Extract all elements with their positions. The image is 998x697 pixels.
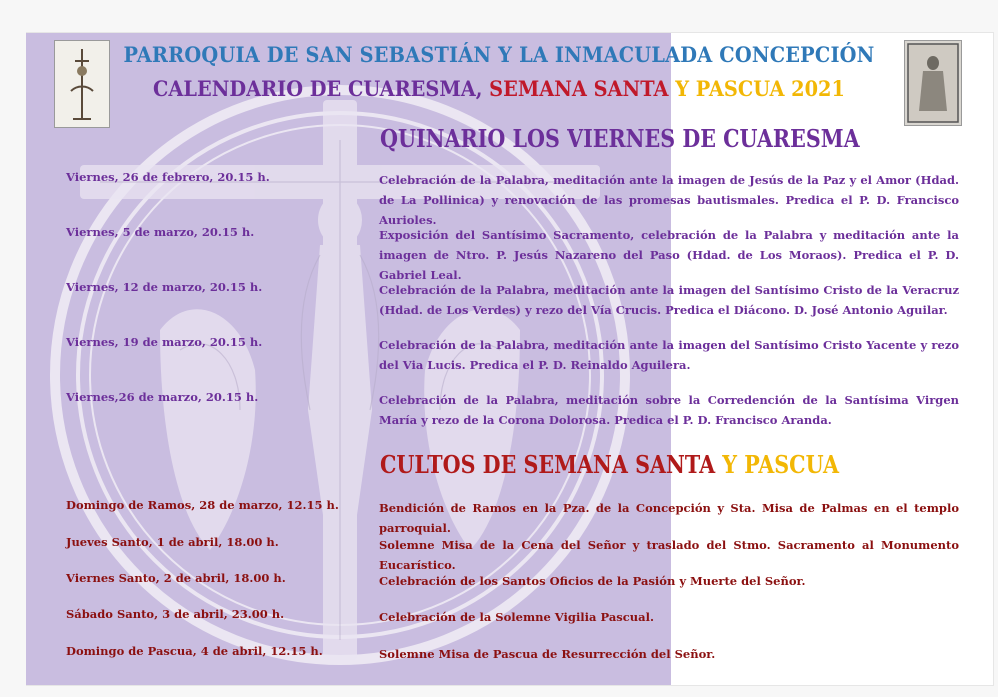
calendar-subtitle (40, 76, 958, 101)
event-description: Exposición del Santísimo Sacramento, celebración de la Palabra y meditación ante la imagen de Ntro. P. Jesús Nazareno del Paso (Hdad. de Los Moraos). Predica el P. D. Gabriel Leal. (379, 228, 959, 282)
event-description: Celebración de la Palabra, meditación ante la imagen del Santísimo Cristo de la Veracruz (Hdad. de Los Verdes) y rezo del Vía Crucis. Predica el Diácono. D. José Antonio Aguilar. (379, 283, 959, 317)
event-date: Viernes, 5 de marzo, 20.15 h. (66, 225, 255, 239)
event-date: Viernes,26 de marzo, 20.15 h. (66, 390, 259, 404)
event-date: Viernes, 26 de febrero, 20.15 h. (66, 170, 270, 184)
subtitle-cuaresma: CALENDARIO DE CUARESMA, (153, 76, 483, 101)
event-date: Jueves Santo, 1 de abril, 18.00 h. (66, 535, 279, 549)
cultos-heading-pascua: Y PASCUA (722, 450, 839, 479)
event-description: Solemne Misa de Pascua de Resurrección del Señor. (379, 647, 716, 661)
event-description: Celebración de la Palabra, meditación ante la imagen de Jesús de la Paz y el Amor (Hdad. de La Pollinica) y renovación de las promesas bautismales. Predica el P. D. Francisco Aurioles. (379, 173, 959, 227)
event-date: Domingo de Pascua, 4 de abril, 12.15 h. (66, 644, 323, 658)
event-date: Domingo de Ramos, 28 de marzo, 12.15 h. (66, 498, 339, 512)
subtitle-semana-santa: SEMANA SANTA (489, 76, 669, 101)
event-description: Bendición de Ramos en la Pza. de la Concepción y Sta. Misa de Palmas en el templo parroquial. (379, 501, 959, 535)
event-date: Viernes Santo, 2 de abril, 18.00 h. (66, 571, 286, 585)
quinario-heading: QUINARIO LOS VIERNES DE CUARESMA (380, 124, 860, 153)
cultos-heading (380, 450, 839, 479)
cultos-heading-semana-santa: CULTOS DE SEMANA SANTA (380, 450, 716, 479)
event-date: Viernes, 19 de marzo, 20.15 h. (66, 335, 263, 349)
event-description: Celebración de la Palabra, meditación sobre la Corredención de la Santísima Virgen María y rezo de la Corona Dolorosa. Predica el P. D. Francisco Aranda. (379, 393, 959, 427)
event-date: Viernes, 12 de marzo, 20.15 h. (66, 280, 263, 294)
subtitle-pascua: Y PASCUA 2021 (675, 76, 845, 101)
parish-title: PARROQUIA DE SAN SEBASTIÁN Y LA INMACULADA CONCEPCIÓN (123, 42, 875, 67)
event-description: Celebración de la Solemne Vigilia Pascual. (379, 610, 654, 624)
event-description: Celebración de la Palabra, meditación ante la imagen del Santísimo Cristo Yacente y rezo del Via Lucis. Predica el P. D. Reinaldo Aguilera. (379, 338, 959, 372)
event-date: Sábado Santo, 3 de abril, 23.00 h. (66, 607, 285, 621)
event-description: Solemne Misa de la Cena del Señor y traslado del Stmo. Sacramento al Monumento Eucarístico. (379, 538, 959, 572)
event-description: Celebración de los Santos Oficios de la Pasión y Muerte del Señor. (379, 574, 806, 588)
